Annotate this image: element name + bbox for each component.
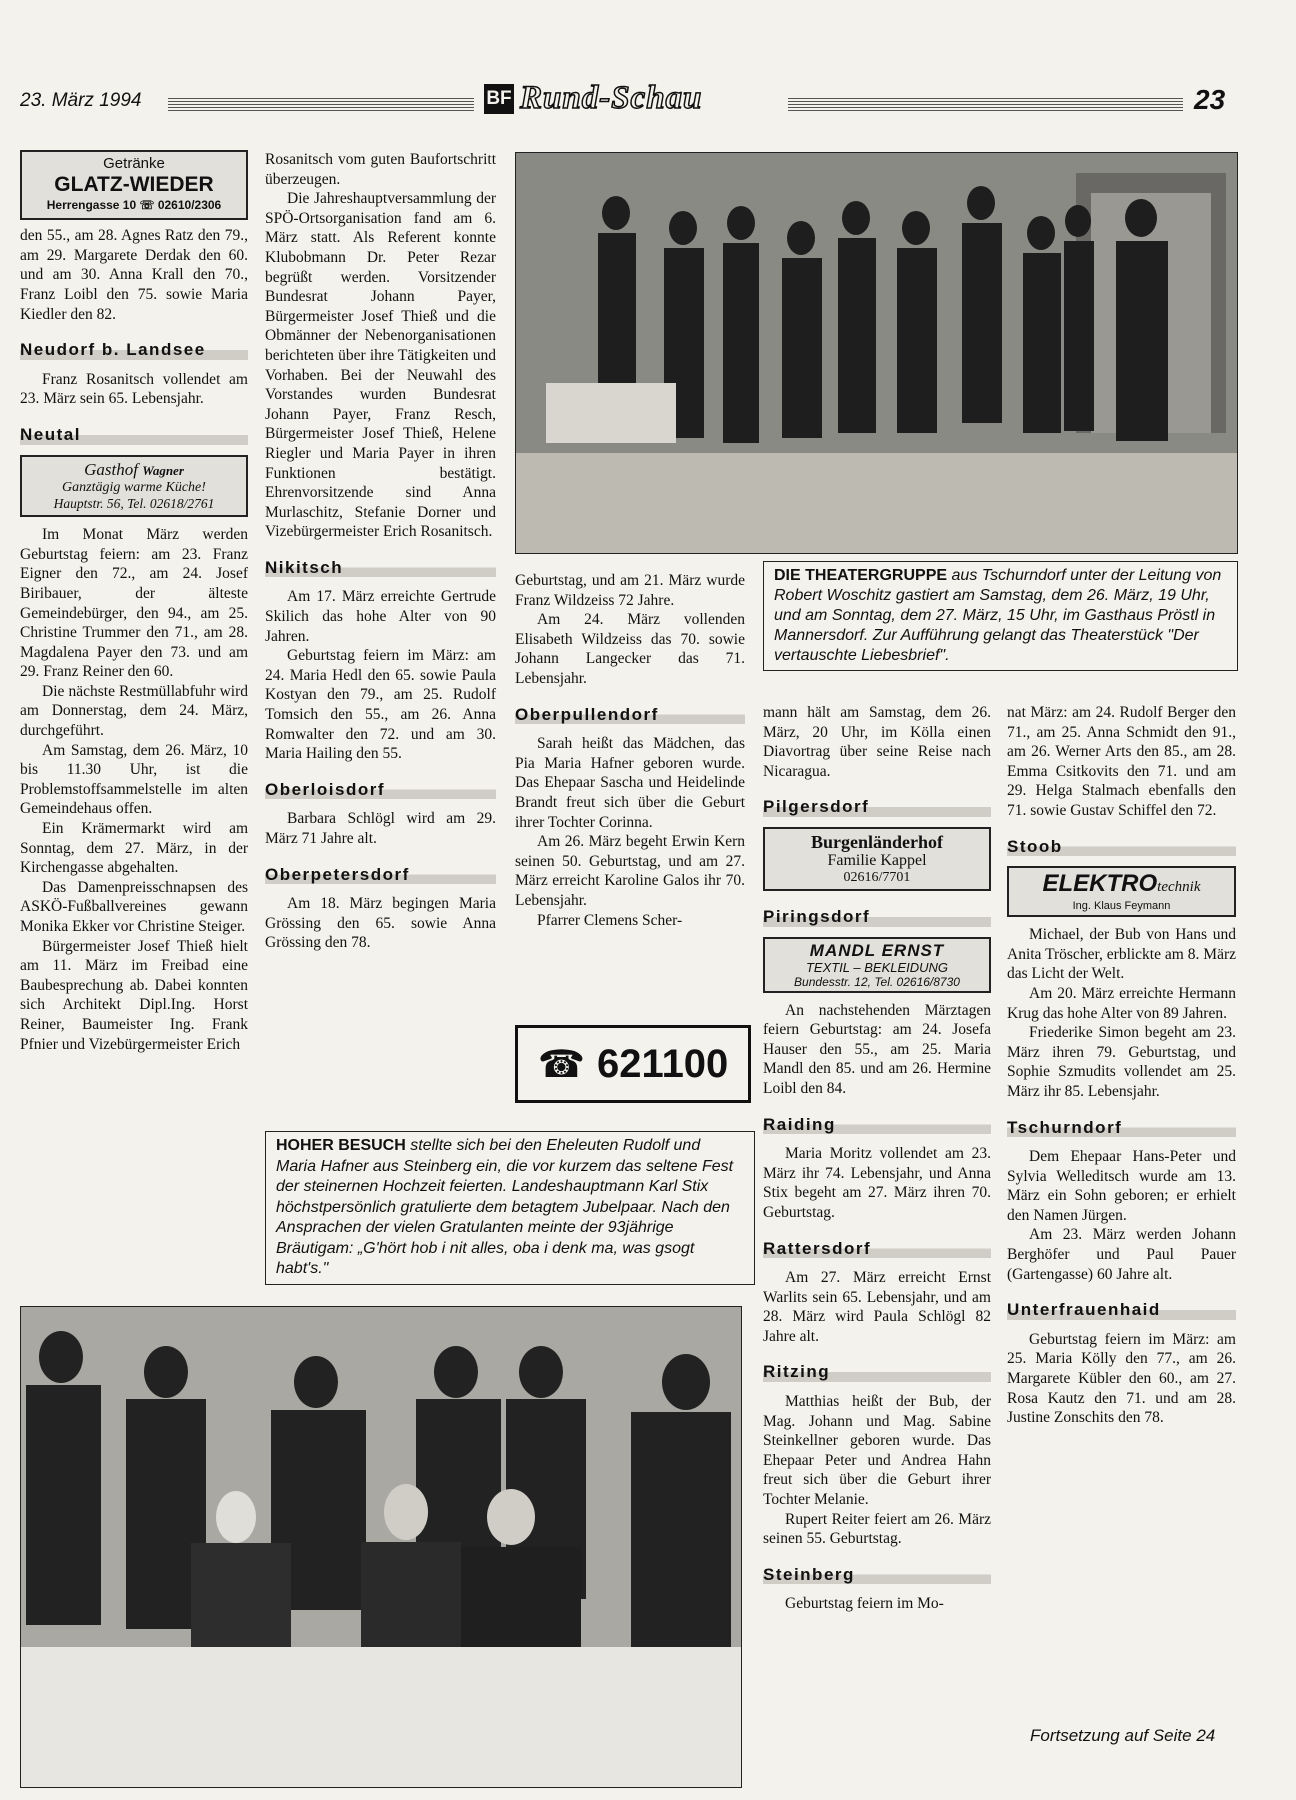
- paragraph: Am 20. März erreichte Hermann Krug das hohe Alter von 89 Jahren.: [1007, 984, 1236, 1022]
- ad-phone: [515, 1025, 751, 1103]
- caption-besuch-lead: HOHER BESUCH: [276, 1137, 406, 1154]
- ad-bh-line1: Burgenländerhof: [810, 831, 943, 852]
- header-rule-left: [168, 97, 474, 111]
- column-5: [1007, 703, 1236, 1428]
- ad-elektro-title: ELEKTRO: [1042, 870, 1158, 898]
- paragraph: Michael, der Bub von Hans und Anita Tröscher, erblickte am 8. März das Licht der Welt.: [1007, 926, 1236, 983]
- caption-besuch-text: stellte sich bei den Eheleuten Rudolf und Maria Hafner aus Steinberg ein, die vor kurzem das seltene Fest der steinernen Hochzeit feierten. Landeshauptmann Karl Stix höchstpersönlich gratulierte dem betagtem Jubelpaar. Nach den Ansprachen der vielen Gratulanten meinte der 93jährige Bräutigam: „G'hört hob i nit alles, oba i denk ma, was gsogt habt's.": [276, 1137, 734, 1277]
- heading-tschurndorf: Tschurndorf: [1007, 1116, 1236, 1138]
- caption-theater-lead: DIE THEATERGRUPPE: [774, 567, 948, 584]
- ad-elektro-suffix: technik: [1157, 879, 1201, 896]
- ad-glatz-line2: GLATZ-WIEDER: [54, 172, 214, 196]
- page-number: 23: [1194, 84, 1226, 115]
- caption-theatergruppe: [763, 561, 1238, 671]
- paragraph: Die nächste Restmüllabfuhr wird am Donnerstag, dem 24. März, durchgeführt.: [20, 682, 248, 740]
- continued-note: Fortsetzung auf Seite 24: [1030, 1726, 1216, 1745]
- heading-neudorf: Neudorf b. Landsee: [20, 338, 248, 360]
- heading-oberpetersdorf: Oberpetersdorf: [265, 863, 496, 885]
- paragraph: Rosanitsch vom guten Baufortschritt überzeugen.: [265, 151, 496, 188]
- paragraph: Pfarrer Clemens Scher-: [537, 911, 683, 929]
- ad-gasthof-title: Gasthof: [84, 459, 138, 479]
- paragraph: Matthias heißt der Bub, der Mag. Johann und Mag. Sabine Steinkellner geboren wurde. Das Ehepaar Peter und Andrea Hahn freut sich über die Geburt ihrer Tochter Melanie.: [763, 1393, 991, 1509]
- header-rule-right: [788, 97, 1183, 111]
- paragraph: Am 26. März begeht Erwin Kern seinen 50. Geburtstag, und am 27. März erreicht Karoline Galos ihr 70. Lebensjahr.: [515, 833, 745, 909]
- caption-hoher-besuch: [265, 1131, 755, 1285]
- ad-mandl-line1: MANDL ERNST: [809, 940, 945, 960]
- paragraph: Bürgermeister Josef Thieß hielt am 11. März im Freibad eine Baubesprechung ab. Dabei konnten sich Architekt Dipl.Ing. Horst Reiner, Baumeister Ing. Frank Pfnier und Vizebürgermeister Erich: [20, 937, 248, 1053]
- ad-burgenlaenderhof: [763, 827, 991, 891]
- ad-elektro-line1: [1009, 871, 1234, 900]
- theater-photo-graphic: [516, 153, 1237, 553]
- ad-glatz-line1: Getränke: [103, 155, 165, 172]
- ad-elektro-line2: Ing. Klaus Feymann: [1072, 900, 1171, 913]
- hoher-besuch-photo: [20, 1306, 742, 1788]
- theater-group-photo: [515, 152, 1238, 554]
- telephone-icon: ☎: [537, 1043, 586, 1086]
- paragraph: Geburtstag, und am 21. März wurde Franz Wildzeiss 72 Jahre.: [515, 572, 745, 609]
- paragraph: Maria Moritz vollendet am 23. März ihr 74. Lebensjahr, und Anna Stix begeht am 27. März ihren 70. Geburtstag.: [763, 1145, 991, 1221]
- paragraph: Das Damenpreisschnapsen des ASKÖ-Fußballvereines gewann Monika Ekker vor Christine Steiger.: [20, 878, 248, 935]
- ad-mandl-line3: Bundesstr. 12, Tel. 02616/8730: [794, 974, 960, 989]
- ad-elektrotechnik: [1007, 866, 1236, 917]
- column-2: [265, 150, 496, 953]
- paragraph: Im Monat März werden Geburtstag feiern: am 23. Franz Eigner den 72., am 24. Josef Biribauer, der älteste Gemeindebürger, den 94., am 25. Christine Trummer den 71., am 28. Magdalena Payer den 73. und am 29. Franz Reiner den 60.: [20, 526, 248, 681]
- ad-glatz-line3: Herrengasse 10 ☏ 02610/2306: [46, 197, 222, 212]
- paragraph: Friederike Simon begeht am 23. März ihren 79. Geburtstag, und Sophie Szmudits vollendet am 25. März ihr 85. Lebensjahr.: [1007, 1024, 1236, 1100]
- ad-bh-line2: Familie Kappel: [827, 851, 927, 869]
- heading-oberpullendorf: Oberpullendorf: [515, 703, 745, 725]
- heading-raiding: Raiding: [763, 1113, 991, 1135]
- paragraph: Am 23. März werden Johann Berghöfer und Paul Pauer (Gartengasse) 60 Jahre alt.: [1007, 1226, 1236, 1283]
- caption-theater-text: aus Tschurndorf unter der Leitung von Robert Woschitz gastiert am Samstag, dem 26. März, 19 Uhr, und am Sonntag, dem 27. März, 15 Uhr, im Gasthaus Pröstl in Mannersdorf. Zur Aufführung gelangt das Theaterstück "Der vertauschte Liebesbrief".: [774, 567, 1222, 664]
- paragraph: Am Samstag, dem 26. März, 10 bis 11.30 Uhr, ist die Problemstoffsammelstelle im alten Gemeindehaus offen.: [20, 741, 248, 818]
- heading-neutal: Neutal: [20, 423, 248, 445]
- paragraph: nat März: am 24. Rudolf Berger den 71., am 25. Anna Schmidt den 91., am 26. Werner Arts den 85., am 28. Emma Csitkovits den 71. und am 29. Helga Stalmach ebenfalls den 71. sowie Gustav Schiffel den 72.: [1007, 704, 1236, 819]
- paragraph: den 55., am 28. Agnes Ratz den 79., am 29. Margarete Derdak den 60. und am 30. Anna Krall den 70., Franz Loibl den 75. sowie Maria Kiedler den 82.: [20, 227, 248, 323]
- paragraph: Am 27. März erreicht Ernst Warlits sein 65. Lebensjahr, und am 28. März wird Paula Schlögl 82 Jahre alt.: [763, 1269, 991, 1345]
- logo-title: Rund-Schau: [520, 80, 703, 116]
- paragraph: Franz Rosanitsch vollendet am 23. März sein 65. Lebensjahr.: [20, 370, 248, 408]
- paragraph: Barbara Schlögl wird am 29. März 71 Jahre alt.: [265, 810, 496, 847]
- ad-mandl-ernst: [763, 937, 991, 993]
- paragraph: Die Jahreshauptversammlung der SPÖ-Ortsorganisation fand am 6. März statt. Als Referent konnte Klubobmann Dr. Peter Rezar begrüßt werden. Vorsitzender Bundesrat Johann Payer, Bürgermeister Josef Thieß und die Obmänner der Nebenorganisationen berichteten über ihre Tätigkeiten und Vorhaben. Bei der Neuwahl des Vorstandes wurden Bundesrat Johann Payer, Franz Resch, Bürgermeister Josef Thieß, Helene Riegler und Maria Payer in ihren Funktionen bestätigt. Ehrenvorsitzende sind Anna Murlaschitz, Stefanie Dorner und Vizebürgermeister Erich Rosanitsch.: [265, 190, 496, 541]
- paragraph: Geburtstag feiern im März: am 24. Maria Hedl den 65. sowie Paula Kostyan den 79., am 25. Rudolf Tomsich den 55., am 26. Anna Romwalter den 72. und am 30. Maria Hailing den 55.: [265, 647, 496, 763]
- ad-gasthof-line2: Ganztägig warme Küche!: [62, 480, 206, 496]
- heading-nikitsch: Nikitsch: [265, 556, 496, 578]
- paragraph: An nachstehenden Märztagen feiern Geburtstag: am 24. Josefa Hauser den 55., am 25. Maria Mandl den 85. und am 26. Hermine Loibl den 84.: [763, 1001, 991, 1097]
- paragraph: Sarah heißt das Mädchen, das Pia Maria Hafner geboren wurde. Das Ehepaar Sascha und Heidelinde Brandt freut sich über die Geburt ihrer Tochter Corinna.: [515, 735, 745, 831]
- paragraph: Am 18. März begingen Maria Grössing den 65. sowie Anna Grössing den 78.: [265, 895, 496, 952]
- ad-gasthof: [20, 455, 248, 518]
- ad-phone-number: 621100: [597, 1041, 729, 1086]
- logo-mark: BF: [484, 84, 514, 114]
- ad-gasthof-brand: Wagner: [142, 462, 184, 478]
- paragraph: Rupert Reiter feiert am 26. März seinen 55. Geburtstag.: [763, 1510, 991, 1548]
- issue-date: 23. März 1994: [20, 90, 142, 111]
- heading-ritzing: Ritzing: [763, 1360, 991, 1382]
- column-1: [20, 150, 248, 1054]
- paragraph: Am 17. März erreichte Gertrude Skilich das hohe Alter von 90 Jahren.: [265, 588, 496, 645]
- ad-mandl-line2: TEXTIL – BEKLEIDUNG: [805, 959, 949, 975]
- heading-rattersdorf: Rattersdorf: [763, 1237, 991, 1259]
- paragraph: mann hält am Samstag, dem 26. März, 20 Uhr, im Kölla einen Diavortrag über seine Reise nach Nicaragua.: [763, 704, 991, 780]
- paragraph: Geburtstag feiern im Mo-: [785, 1595, 944, 1613]
- paragraph: Am 24. März vollenden Elisabeth Wildzeiss das 70. sowie Johann Langecker das 71. Lebensjahr.: [515, 611, 745, 687]
- ad-gasthof-line3: Hauptstr. 56, Tel. 02618/2761: [53, 496, 215, 512]
- ad-bh-line3: 02616/7701: [843, 869, 911, 885]
- heading-pilgersdorf: Pilgersdorf: [763, 795, 991, 817]
- column-4: [763, 703, 991, 1614]
- besuch-photo-graphic: [21, 1307, 741, 1787]
- paragraph: Geburtstag feiern im März: am 25. Maria Kölly den 77., am 26. Margarete Kübler den 60., am 27. Rosa Kautz den 71. und am 28. Justine Zonschits den 78.: [1007, 1330, 1236, 1427]
- heading-oberloisdorf: Oberloisdorf: [265, 778, 496, 800]
- heading-unterfrauenhaid: Unterfrauenhaid: [1007, 1298, 1236, 1320]
- paragraph: Ein Krämermarkt wird am Sonntag, dem 27. März, in der Kirchengasse abgehalten.: [20, 820, 248, 877]
- heading-piringsdorf: Piringsdorf: [763, 905, 991, 927]
- column-3: [515, 571, 745, 930]
- ad-gasthof-line1: [22, 460, 246, 481]
- ad-glatz-wieder: [20, 150, 248, 220]
- heading-stoob: Stoob: [1007, 835, 1236, 857]
- heading-steinberg: Steinberg: [763, 1563, 991, 1585]
- paragraph: Dem Ehepaar Hans-Peter und Sylvia Welleditsch wurde am 13. März ein Sohn geboren; er erhielt den Namen Jürgen.: [1007, 1148, 1236, 1224]
